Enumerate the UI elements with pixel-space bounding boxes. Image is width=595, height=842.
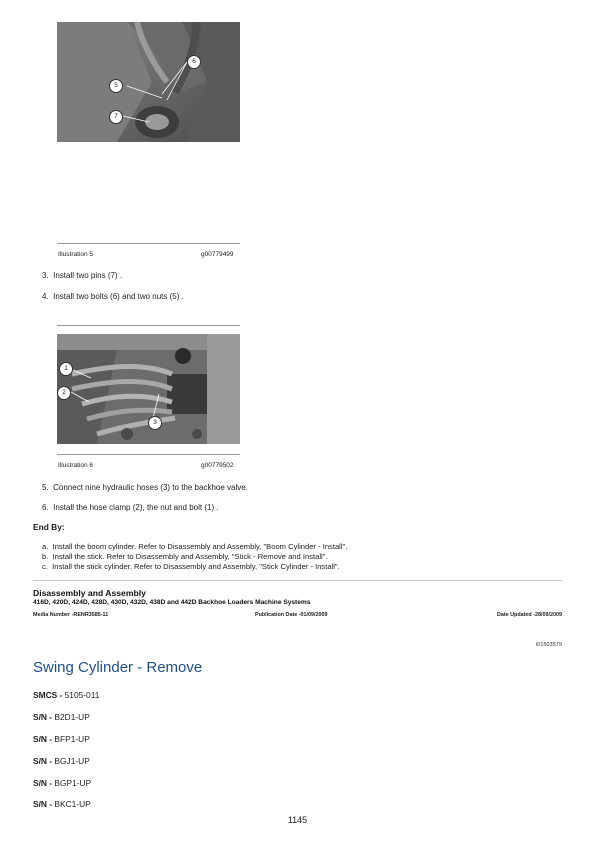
document-id: i01503579 [535, 642, 562, 648]
callout-6: 6 [187, 55, 201, 69]
code-value: B2D1-UP [54, 712, 90, 722]
step-number: 4. [42, 292, 49, 301]
callout-2: 2 [57, 386, 71, 400]
publication-date: Publication Date -01/09/2009 [255, 612, 328, 618]
callout-3: 3 [148, 416, 162, 430]
illustration-6-caption: Illustration 6 [58, 462, 94, 469]
end-by-item-c [42, 562, 340, 571]
section-title: Swing Cylinder - Remove [33, 659, 203, 676]
step-number: 5. [42, 483, 49, 492]
illustration-6-image [57, 334, 240, 444]
code-value: BGP1-UP [54, 778, 92, 788]
step-4 [42, 292, 184, 301]
date-updated: Date Updated -28/09/2009 [496, 612, 562, 618]
code-label: S/N - [33, 778, 53, 788]
item-letter: b. [42, 552, 49, 561]
illustration-6-top-rule [57, 325, 240, 326]
serial-number-5 [33, 799, 91, 809]
code-value: BGJ1-UP [54, 756, 90, 766]
step-3 [42, 271, 122, 280]
illustration-5-image [57, 22, 240, 142]
section-divider [33, 580, 562, 581]
step-number: 3. [42, 271, 49, 280]
serial-number-2 [33, 734, 90, 744]
manual-title: Disassembly and Assembly [33, 588, 146, 598]
smcs-code [33, 690, 99, 700]
illustration-5-code: g00779499 [201, 251, 234, 258]
step-text: Install two bolts (6) and two nuts (5) . [53, 292, 184, 301]
code-value: BKC1-UP [54, 799, 91, 809]
item-text: Install the stick cylinder. Refer to Disassembly and Assembly, "Stick Cylinder - Install". [52, 562, 340, 571]
serial-number-1 [33, 712, 90, 722]
code-value: 5105-011 [64, 690, 100, 700]
step-text: Connect nine hydraulic hoses (3) to the backhoe valve. [53, 483, 248, 492]
end-by-heading: End By: [33, 522, 65, 532]
callout-7: 7 [109, 110, 123, 124]
media-number: Media Number -RENR3585-11 [33, 612, 109, 618]
step-5 [42, 483, 248, 492]
illustration-5-caption: Illustration 5 [58, 251, 94, 258]
serial-number-3 [33, 756, 90, 766]
code-label: S/N - [33, 712, 53, 722]
page-number: 1145 [287, 815, 308, 825]
illustration-5-rule [57, 243, 240, 244]
item-text: Install the stick. Refer to Disassembly and Assembly, "Stick - Remove and Install". [52, 552, 328, 561]
manual-subtitle: 416D, 420D, 424D, 428D, 430D, 432D, 438D and 442D Backhoe Loaders Machine Systems [33, 599, 311, 606]
step-number: 6. [42, 503, 49, 512]
serial-number-4 [33, 778, 91, 788]
step-6 [42, 503, 219, 512]
code-value: BFP1-UP [54, 734, 90, 744]
code-label: S/N - [33, 799, 53, 809]
item-letter: c. [42, 562, 48, 571]
end-by-item-a [42, 542, 347, 551]
code-label: S/N - [33, 734, 53, 744]
end-by-item-b [42, 552, 328, 561]
callout-5: 5 [109, 79, 123, 93]
step-text: Install two pins (7) . [53, 271, 123, 280]
code-label: SMCS - [33, 690, 63, 700]
item-text: Install the boom cylinder. Refer to Disassembly and Assembly, "Boom Cylinder - Install". [52, 542, 348, 551]
illustration-6-rule [57, 454, 240, 455]
item-letter: a. [42, 542, 49, 551]
step-text: Install the hose clamp (2), the nut and bolt (1) . [53, 503, 219, 512]
code-label: S/N - [33, 756, 53, 766]
callout-1: 1 [59, 362, 73, 376]
illustration-6-code: g00779502 [201, 462, 234, 469]
